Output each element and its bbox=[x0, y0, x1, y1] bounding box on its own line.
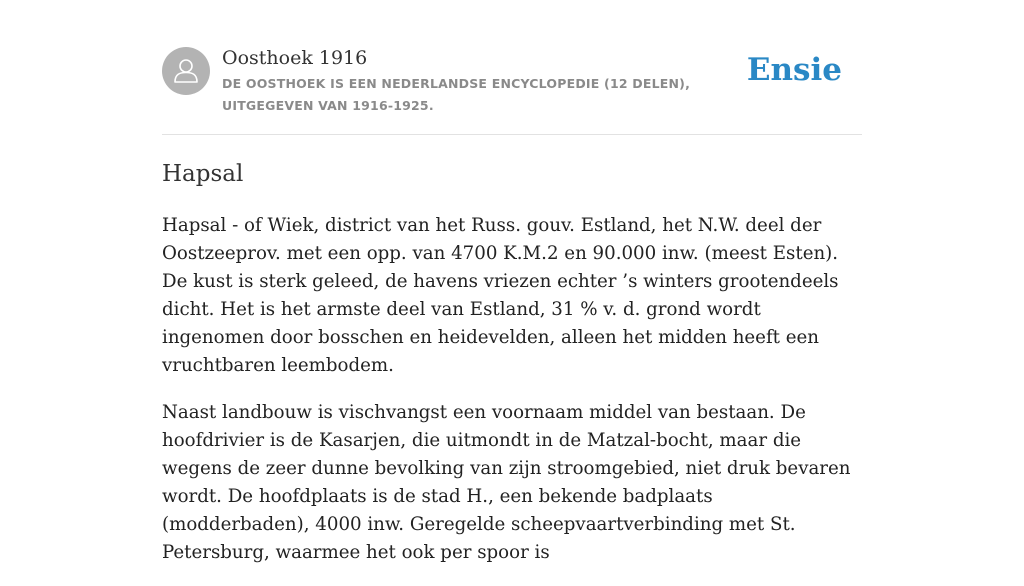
article-paragraph: Hapsal - of Wiek, district van het Russ. gouv. Estland, het N.W. deel der Oostzeeprov. met een opp. van 4700 K.M.2 en 90.000 inw. (meest Esten). De kust is sterk geleed, de havens vriezen echter ’s winters grootendeels dicht. Het is het armste deel van Estland, 31 % v. d. grond wordt ingenomen door bosschen en heidevelden, alleen het midden heeft een vruchtbaren leembodem. bbox=[162, 215, 839, 376]
source-info bbox=[222, 46, 762, 117]
ensie-logo-link[interactable]: Ensie bbox=[746, 52, 842, 88]
article-paragraph: Naast landbouw is vischvangst een voornaam middel van bestaan. De hoofdrivier is de Kasarjen, die uitmondt in de Matzal-bocht, maar die wegens de zeer dunne bevolking van zijn stroomgebied, niet druk bevaren wordt. De hoofdplaats is de stad H., een bekende badplaats (modderbaden), 4000 inw. Geregelde scheepvaartverbinding met St. Petersburg, waarmee het ook per spoor is bbox=[162, 402, 851, 563]
user-placeholder-icon[interactable] bbox=[162, 47, 210, 95]
page-container bbox=[162, 0, 862, 563]
avatar-glyph bbox=[162, 47, 210, 95]
source-header bbox=[162, 46, 862, 116]
article-title: Hapsal bbox=[162, 161, 244, 187]
article-body bbox=[162, 212, 862, 586]
source-title[interactable]: Oosthoek 1916 bbox=[222, 47, 368, 69]
source-description: DE OOSTHOEK IS EEN NEDERLANDSE ENCYCLOPEDIE (12 DELEN), UITGEGEVEN VAN 1916-1925. bbox=[222, 76, 691, 113]
header-divider bbox=[162, 134, 862, 135]
